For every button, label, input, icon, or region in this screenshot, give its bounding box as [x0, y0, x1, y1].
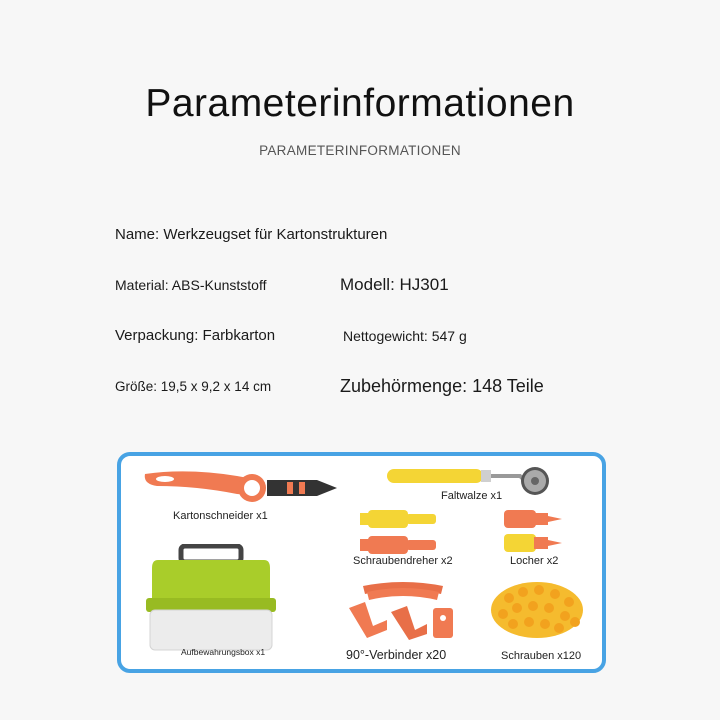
spec-weight: Nettogewicht: 547 g	[343, 328, 467, 344]
page-title: Parameterinformationen	[145, 82, 575, 125]
connector-image	[343, 578, 463, 646]
cutter-image	[137, 466, 342, 506]
screwdriver-image	[358, 508, 443, 558]
screws-image	[489, 578, 585, 640]
connector-caption: 90°-Verbinder x20	[346, 648, 447, 662]
spec-name: Name: Werkzeugset für Kartonstrukturen	[115, 226, 388, 243]
storage-box-caption: Aufbewahrungsbox x1	[181, 647, 266, 657]
spec-packaging: Verpackung: Farbkarton	[115, 327, 276, 344]
spec-material: Material: ABS-Kunststoff	[115, 277, 267, 293]
page-subtitle: PARAMETERINFORMATIONEN	[259, 143, 461, 158]
cutter-caption: Kartonschneider x1	[173, 510, 268, 522]
spec-accessories: Zubehörmenge: 148 Teile	[340, 376, 544, 396]
screws-caption: Schrauben x120	[501, 650, 582, 662]
punch-caption: Locher x2	[510, 555, 559, 567]
screwdriver-caption: Schraubendreher x2	[353, 555, 453, 567]
storage-box-image	[136, 544, 286, 652]
spec-size: Größe: 19,5 x 9,2 x 14 cm	[115, 379, 272, 394]
spec-model: Modell: HJ301	[340, 275, 449, 294]
punch-image	[502, 507, 572, 555]
contents-panel	[117, 452, 606, 673]
roller-caption: Faltwalze x1	[441, 490, 503, 502]
